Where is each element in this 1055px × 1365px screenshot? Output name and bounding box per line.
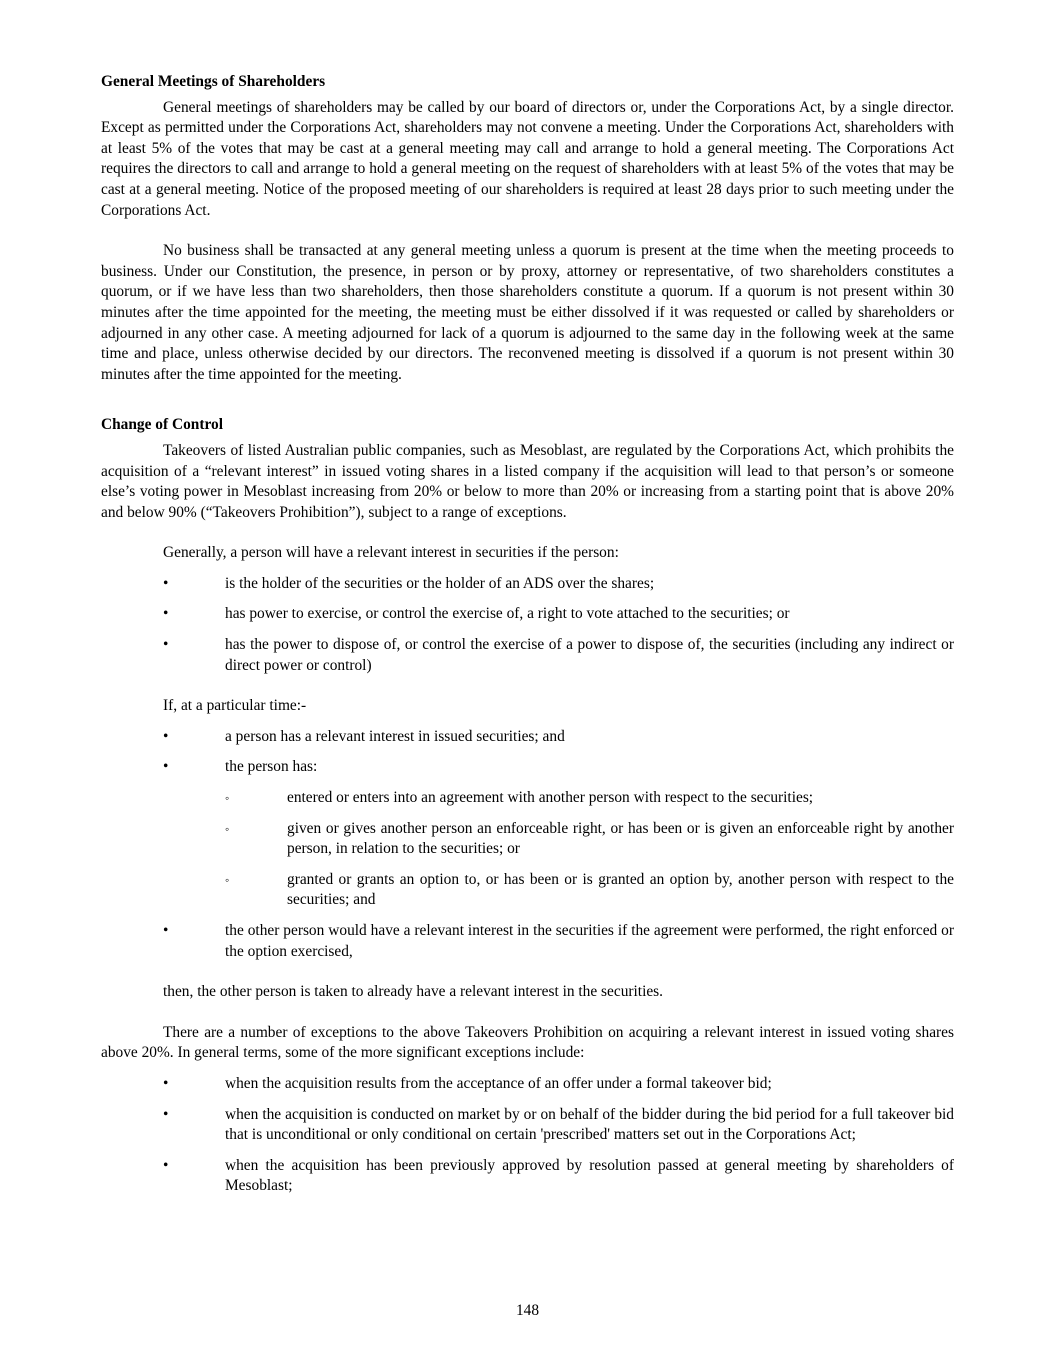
bullet-marker: • [163,1074,169,1092]
lead-sentence: Generally, a person will have a relevant interest in securities if the person: [163,544,619,562]
paragraph: There are a number of exceptions to the above Takeovers Prohibition on acquiring a relevant interest in issued voting shares above 20%. In general terms, some of the more significant exceptions include: [101,1023,954,1062]
bullet-marker: • [163,605,169,623]
page-number: 148 [515,1302,540,1319]
bullet-marker: • [163,574,169,592]
list-item-text: entered or enters into an agreement with another person with respect to the securities; [287,789,814,807]
list-item [101,574,954,595]
list-item-text: the person has: [225,758,318,776]
list-item-text: given or gives another person an enforceable right, or has been or is given an enforceable right by another person, in relation to the securities; or [287,819,954,858]
list-item-text: granted or grants an option to, or has been or is granted an option by, another person with respect to the securities; and [287,870,954,909]
lead-sentence: If, at a particular time:- [163,697,307,715]
list-item [101,635,954,676]
paragraph: No business shall be transacted at any general meeting unless a quorum is present at the time when the meeting proceeds to business. Under our Constitution, the presence, in person or by proxy, attorney or representative, of two shareholders constitutes a quorum, or if we have less than two shareholders, then those shareholders constitute a quorum. If a quorum is not present within 30 minutes after the time appointed for the meeting, the meeting must be either dissolved if it was requested or called by shareholders or adjourned in any other case. A meeting adjourned for lack of a quorum is adjourned to the same day in the following week at the same time and place, unless otherwise decided by our directors. The reconvened meeting is dissolved if a quorum is not present within 30 minutes after the time appointed for the meeting. [101,242,954,383]
section-heading-general-meetings: General Meetings of Shareholders [101,73,326,90]
bullet-marker: • [163,636,169,654]
list-item-text: when the acquisition is conducted on market by or on behalf of the bidder during the bid period for a full takeover bid that is unconditional or only conditional on certain 'prescribed' matters set out in the Corporations Act; [225,1105,954,1144]
list-item-text: the other person would have a relevant interest in the securities if the agreement were performed, the right enforced or the option exercised, [225,922,954,960]
lead-sentence: then, the other person is taken to already have a relevant interest in the securities. [163,983,664,1001]
bullet-marker: • [163,758,169,776]
bullet-marker: • [163,1156,169,1174]
list-item-text: is the holder of the securities or the holder of an ADS over the shares; [225,574,655,592]
sub-bullet-marker: ◦ [225,821,230,836]
paragraph: General meetings of shareholders may be called by our board of directors or, under the Corporations Act, by a single director. Except as permitted under the Corporations Act, shareholders may not convene a meeting. Under the Corporations Act, shareholders with at least 5% of the votes that may be cast at a general meeting may call and arrange to hold a general meeting. The Corporations Act requires the directors to call and arrange to hold a general meeting on the request of shareholders with at least 5% of the votes that may be cast at a general meeting. Notice of the proposed meeting of our shareholders is required at least 28 days prior to such meeting under the Corporations Act. [101,98,954,219]
sub-list-item [101,788,954,809]
document-page [101,72,954,1207]
list-item [101,1156,954,1197]
bullet-marker: • [163,1105,169,1123]
sub-list-item [101,819,954,860]
list-item [101,1074,954,1095]
list-item-text: has power to exercise, or control the exercise of, a right to vote attached to the securities; or [225,605,790,623]
list-item-text: when the acquisition results from the acceptance of an offer under a formal takeover bid; [225,1074,772,1092]
list-item [101,921,954,962]
bullet-marker: • [163,727,169,745]
sub-bullet-marker: ◦ [225,872,230,887]
list-item [101,757,954,778]
list-item-text: a person has a relevant interest in issued securities; and [225,727,565,745]
list-item-text: when the acquisition has been previously approved by resolution passed at general meeting by shareholders of Mesoblast; [225,1156,954,1195]
sub-list-item [101,870,954,911]
section-heading-change-of-control: Change of Control [101,416,223,434]
list-item-text: has the power to dispose of, or control the exercise of a power to dispose of, the securities (including any indirect or direct power or control) [225,636,954,674]
list-item [101,604,954,625]
bullet-marker: • [163,922,169,939]
paragraph: Takeovers of listed Australian public companies, such as Mesoblast, are regulated by the Corporations Act, which prohibits the acquisition of a “relevant interest” in issued voting shares in a listed company if the acquisition will lead to that person’s or someone else’s voting power in Mesoblast increasing from 20% or below to more than 20% or increasing from a starting point that is above 20% and below 90% (“Takeovers Prohibition”), subject to a range of exceptions. [101,441,954,521]
list-item [101,727,954,748]
sub-bullet-marker: ◦ [225,791,230,806]
list-item [101,1105,954,1146]
